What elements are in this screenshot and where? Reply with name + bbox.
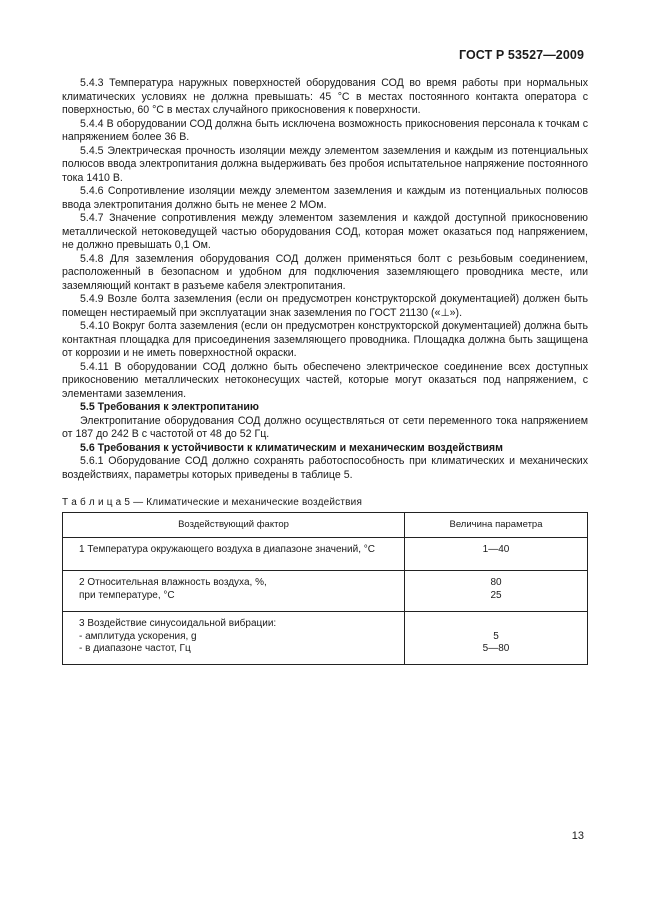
value-line: 25 <box>490 589 502 601</box>
paragraph-5-4-11: 5.4.11 В оборудовании СОД должно быть обеспечено электрическое соединение всех доступных прикосновению металлических нетоконесущих частей, которые могут оказаться под напряжением, с элементами заземления. <box>62 360 588 400</box>
table-row <box>63 571 588 612</box>
factor-line: 2 Относительная влажность воздуха, %, <box>79 577 267 588</box>
value-line: 5 <box>493 630 499 642</box>
header-value: Величина параметра <box>405 513 588 538</box>
section-5-5-text: Электропитание оборудования СОД должно осуществляться от сети переменного тока напряжением от 187 до 242 В с частотой от 48 до 52 Гц. <box>62 414 588 440</box>
table-row <box>63 612 588 665</box>
factor-line: 1 Температура окружающего воздуха в диапазоне значений, °С <box>79 544 375 555</box>
factor-line: - амплитуда ускорения, g <box>79 630 197 642</box>
value-line: 1—40 <box>482 544 510 555</box>
value-line: 80 <box>490 577 502 588</box>
section-5-5-heading: 5.5 Требования к электропитанию <box>80 401 259 413</box>
header-factor: Воздействующий фактор <box>63 513 405 538</box>
factor-line: - в диапазоне частот, Гц <box>79 643 191 654</box>
climatic-table <box>62 512 588 665</box>
table-row <box>63 538 588 571</box>
paragraph-5-4-8: 5.4.8 Для заземления оборудования СОД должен применяться болт с резьбовым соединением, расположенный в безопасном и удобном для подключения заземляющего проводника месте, или заземляющий контакт в разъеме кабеля электропитания. <box>62 252 588 292</box>
paragraph-5-4-10: 5.4.10 Вокруг болта заземления (если он предусмотрен конструкторской документацией) должна быть контактная площадка для присоединения заземляющего проводника. Площадка должна быть защищена от коррозии и не иметь поверхностной окраски. <box>62 320 588 359</box>
factor-line: 3 Воздействие синусоидальной вибрации: <box>79 618 277 629</box>
paragraph-5-4-9: 5.4.9 Возле болта заземления (если он предусмотрен конструкторской документацией) должен быть помещен нестираемый при эксплуатации знак заземления по ГОСТ 21130 («⊥»). <box>62 293 588 319</box>
value-cell <box>405 538 588 571</box>
value-cell <box>405 571 588 612</box>
paragraph-5-4-3: 5.4.3 Температура наружных поверхностей оборудования СОД во время работы при нормальных климатических условиях не должна превышать: 45 °С в местах постоянного контакта оператора с поверхностью, 60 °С в местах случайного прикосновения к поверхности. <box>62 77 588 116</box>
paragraph-5-4-7: 5.4.7 Значение сопротивления между элементом заземления и каждой доступной прикосновению металлической нетоковедущей частью оборудования СОД, которая может оказаться под напряжением, не должно превышать 0,1 Ом. <box>62 212 588 251</box>
page-number: 13 <box>571 830 584 842</box>
paragraph-5-4-6: 5.4.6 Сопротивление изоляции между элементом заземления и каждым из потенциальных полюсов ввода электропитания должно быть не менее 2 МОм. <box>62 185 588 211</box>
factor-cell <box>63 538 405 571</box>
main-text <box>62 77 588 482</box>
section-5-6-heading: 5.6 Требования к устойчивости к климатическим и механическим воздействиям <box>80 441 503 454</box>
value-line <box>409 618 583 631</box>
factor-cell <box>63 612 405 665</box>
value-cell <box>405 612 588 665</box>
factor-cell <box>63 571 405 612</box>
factor-line: при температуре, °С <box>79 589 175 601</box>
paragraph-5-4-5: 5.4.5 Электрическая прочность изоляции между элементом заземления и каждым из потенциальных полюсов ввода электропитания должна выдерживать без пробоя испытательное напряжение постоянного тока 1410 В. <box>62 144 588 184</box>
table-header-row <box>63 513 588 538</box>
document-code: ГОСТ Р 53527—2009 <box>458 48 584 62</box>
paragraph-5-6-1: 5.6.1 Оборудование СОД должно сохранять работоспособность при климатических и механических воздействиях, параметры которых приведены в таблице 5. <box>62 455 588 481</box>
table-caption: Т а б л и ц а 5 — Климатические и механические воздействия <box>62 497 363 508</box>
paragraph-5-4-4: 5.4.4 В оборудовании СОД должна быть исключена возможность прикосновения персонала к точкам с напряжением более 36 В. <box>62 117 588 143</box>
value-line: 5—80 <box>482 643 510 654</box>
